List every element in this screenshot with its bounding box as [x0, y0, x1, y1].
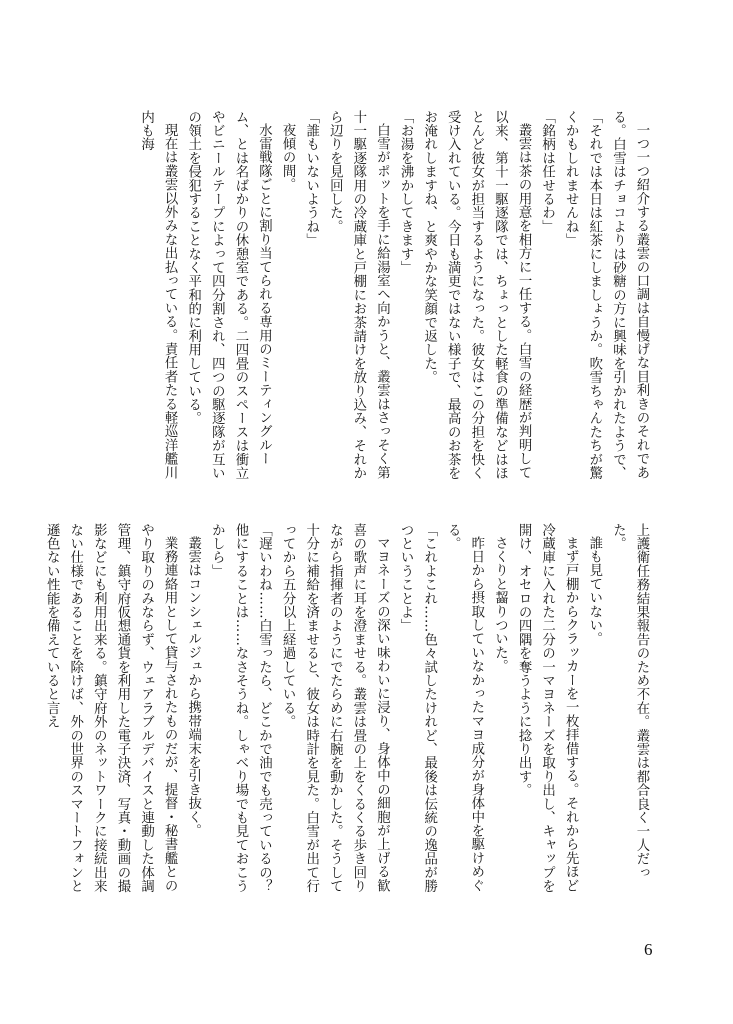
page-number: 6	[644, 940, 653, 959]
paragraph: 上護衛任務結果報告のため不在。叢雲は都合良く一人だった。	[610, 523, 649, 880]
paragraph: まず戸棚からクラッカーを一枚拝借する。それから先ほど冷蔵庫に入れた二分の一マヨネーズを取り出し、キャップを開け、オセロの四隅を奪うように捻り出す。	[516, 523, 579, 893]
dialogue-line: 「お湯を沸かしてきます」	[398, 110, 414, 275]
upper-text-tier	[93, 110, 653, 490]
paragraph: 昨日から摂取していなかったマヨ成分が身体中を駆けめぐる。	[445, 523, 484, 893]
lower-text-tier	[44, 523, 653, 907]
paragraph: 業務連絡用として貸与されたものだが、提督・秘書艦とのやり取りのみならず、ウェアラブルデバイスと連動した体調管理、鎮守府仮想通貨を利用した電子決済、写真・動画の撮影などにも利用出来る。鎮守府外のネットワークに接続出来ない仕様であることを除けば、外の世界のスマートフォンと遜色ない性能を備えていると言え	[44, 523, 178, 893]
dialogue-line: 「誰もいないようね」	[303, 110, 319, 247]
paragraph: 夜傾の間。	[280, 123, 296, 192]
dialogue-line: 「それでは本日は紅茶にしましょうか。吹雪ちゃんたちが驚くかもしれませんね」	[563, 110, 602, 480]
dialogue-line: 「これよこれ……色々試したけれど、最後は伝統の逸品が勝つということよ」	[398, 523, 437, 893]
paragraph: 現在は叢雲以外みな出払っている。責任者たる軽巡洋艦川内も海	[138, 110, 178, 480]
dialogue-line: 「遅いわね……白雪ったら、どこかで油でも売っているの？ 他にすることは……なさそうね。しゃべり場でも見ておこうかしら」	[209, 523, 272, 907]
paragraph: 叢雲は茶の用意を相方に一任する。白雪の経歴が判明して以来、第十一駆逐隊では、ちょっとした軽食の準備などはほとんど彼女が担当するようになった。彼女はこの分担を快く受け入れている。今日も満更ではない様子で、最高のお茶をお淹れしますね、と爽やかな笑顔で返した。	[421, 110, 532, 480]
paragraph: 白雪がポットを手に給湯室へ向かうと、叢雲はさっそく第十一駆逐隊用の冷蔵庫と戸棚にお茶請けを放り込み、それから辺りを見回した。	[327, 110, 390, 480]
paragraph: 叢雲はコンシェルジュから携帯端末を引き抜く。	[185, 536, 201, 838]
paragraph: 一つ一つ紹介する叢雲の口調は自慢げな目利きのそれである。白雪はチョコよりは砂糖の方に興味を引かれたようで、	[610, 110, 649, 480]
paragraph: さくりと齧りついた。	[492, 536, 508, 674]
dialogue-line: 「銘柄は任せるわ」	[539, 110, 555, 234]
paragraph: 水雷戦隊ごとに割り当てられる専用のミーティングルーム、とは名ばかりの休憩室である。二四畳のスペースは衝立やビニールテープによって四分割され、四つの駆逐隊が互いの領土を侵犯することなく平和的に利用している。	[185, 110, 272, 480]
paragraph: 誰も見ていない。	[586, 536, 602, 646]
paragraph: マヨネーズの深い味わいに浸り、身体中の細胞が上げる歓喜の歌声に耳を澄ませる。叢雲は畳の上をくるくる歩き回りながら指揮者のようにでたらめに右腕を動かした。そうして十分に補給を済ませると、彼女は時計を見た。白雪が出て行ってから五分以上経過している。	[280, 523, 390, 893]
